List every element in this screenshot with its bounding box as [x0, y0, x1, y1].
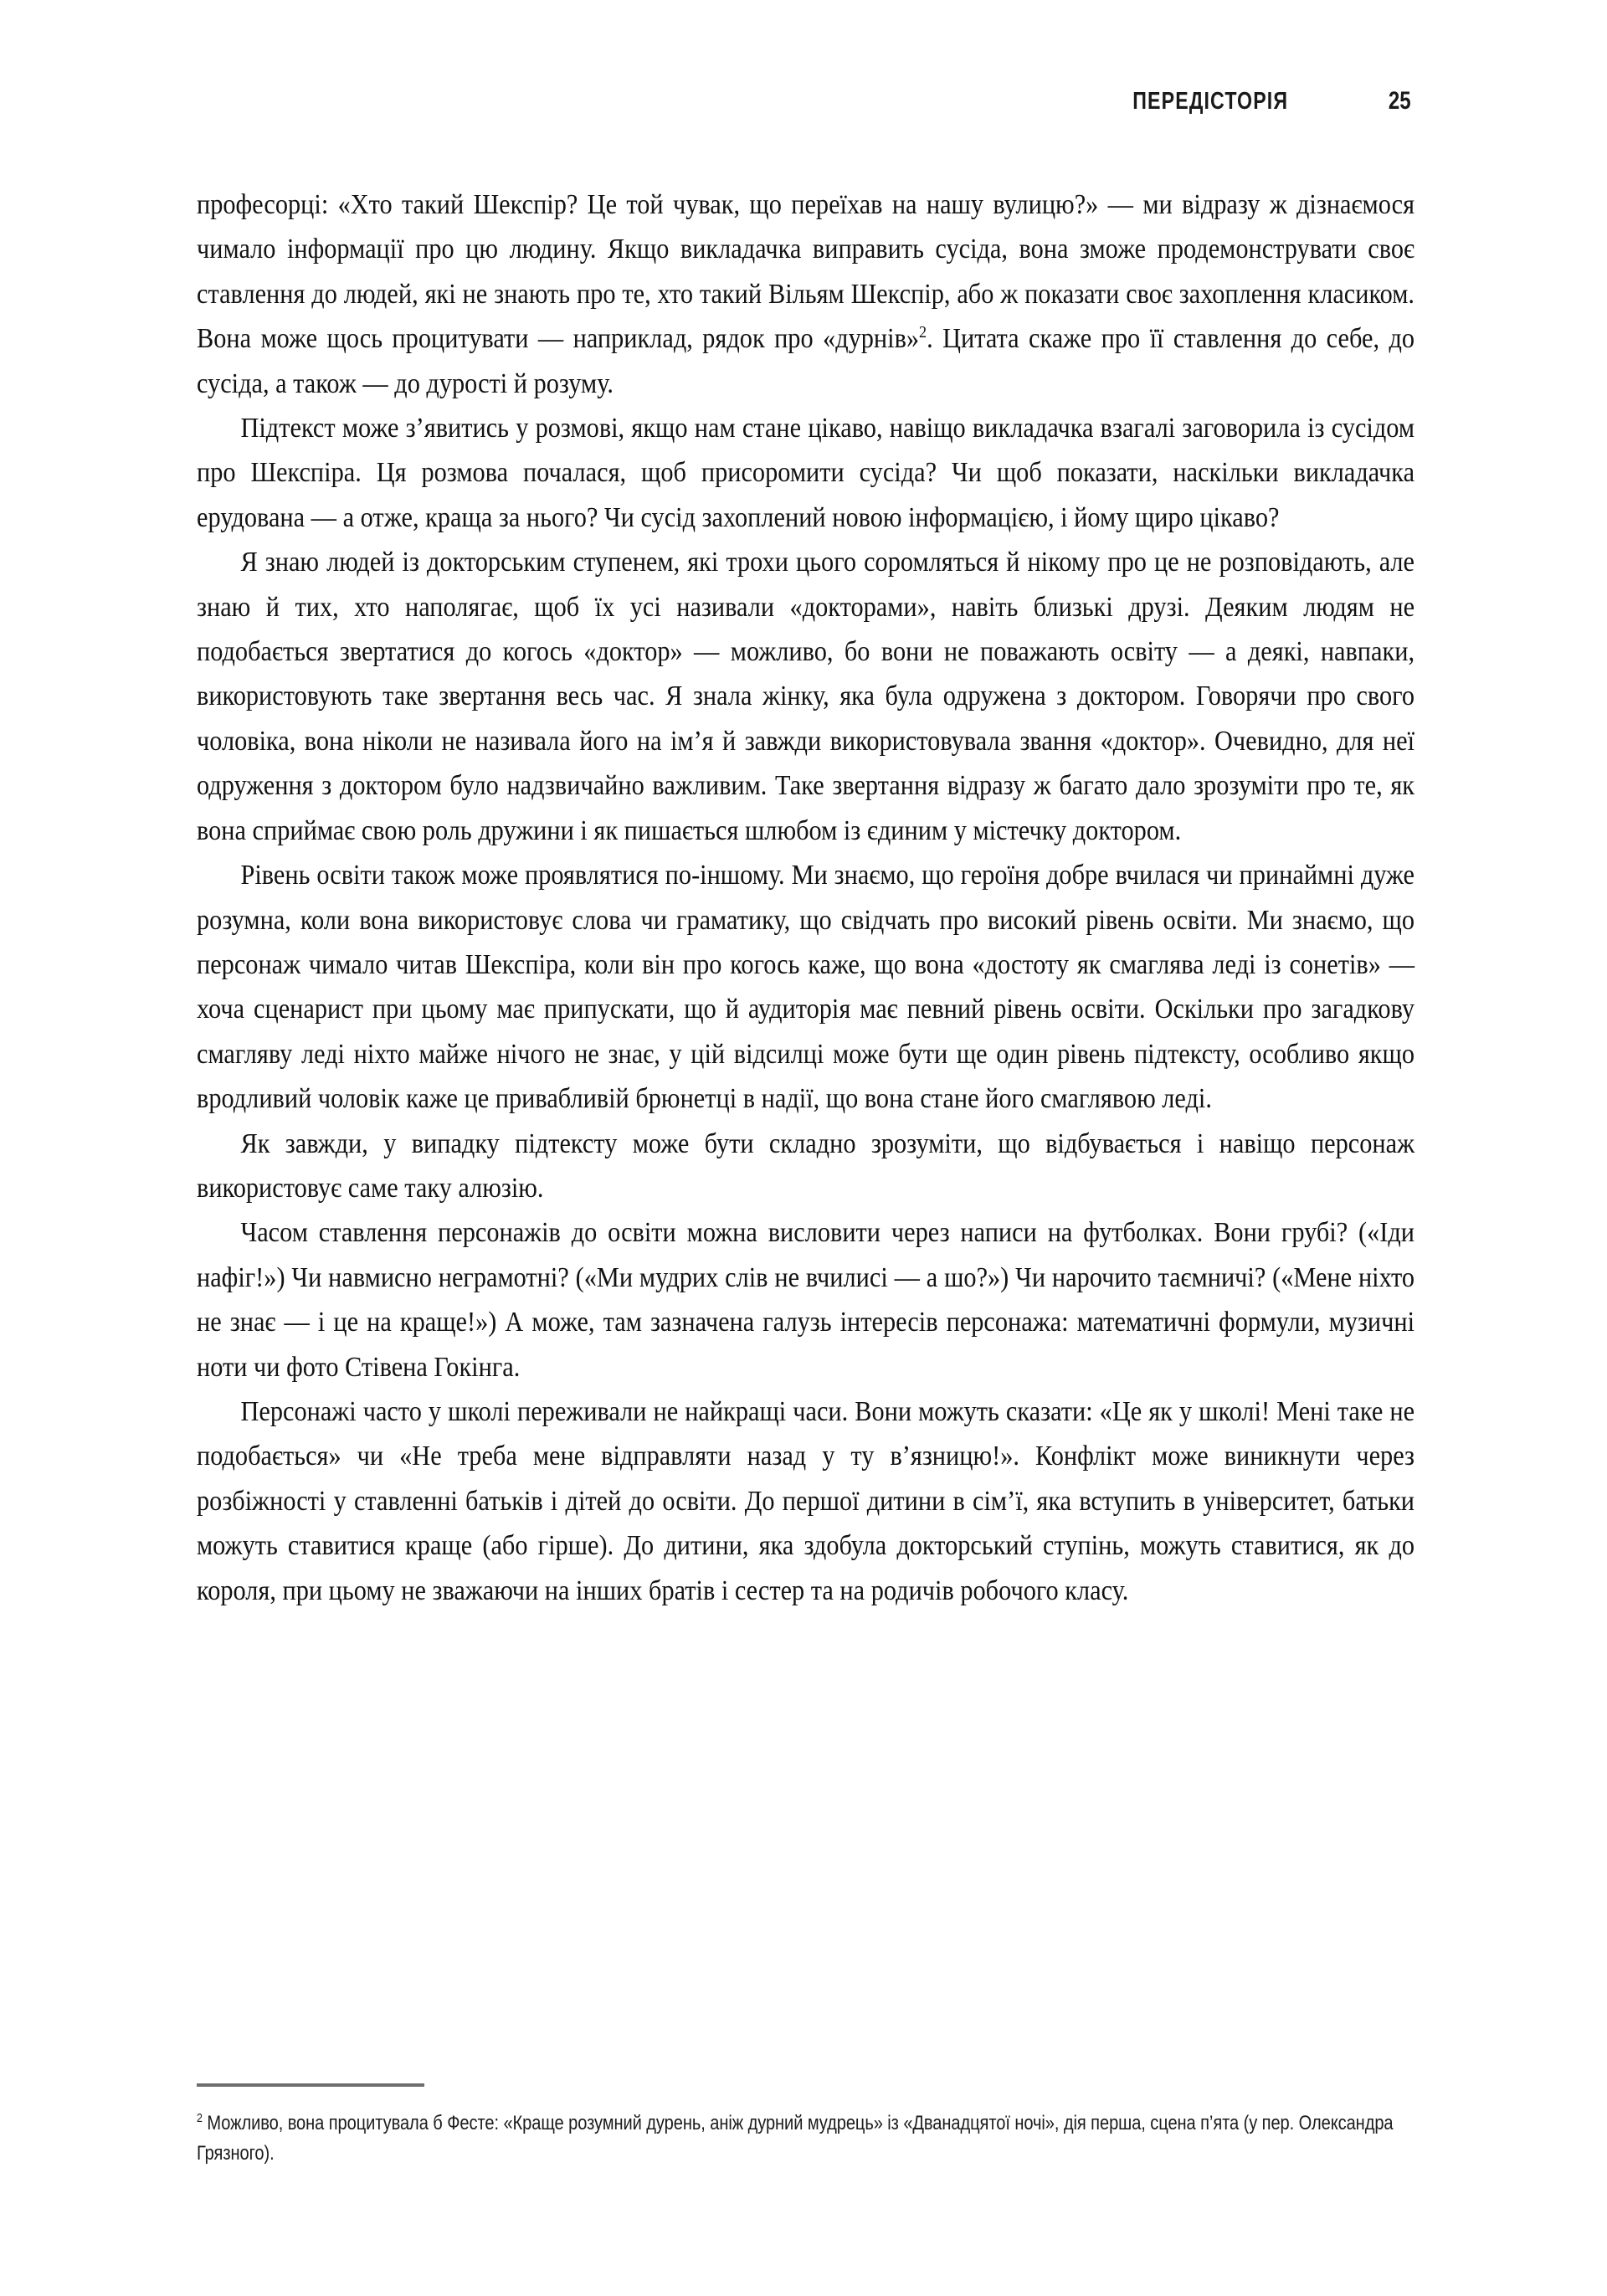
running-head-chapter-title: ПЕРЕДІСТОРІЯ [1132, 88, 1288, 115]
footnote-reference-2[interactable]: 2 [919, 323, 927, 342]
body-text-block [197, 182, 1414, 1613]
paragraph-6: Часом ставлення персонажів до освіти можна висловити через написи на футболках. Вони грубі? («Іди нафіг!») Чи навмисно неграмотні? («Ми мудрих слів не вчилисі — а шо?») Чи нарочито таємничі? («Мене ніхто не знає — і це на краще!») А може, там зазначена галузь інтересів персонажа: математичні формули, музичні ноти чи фото Стівена Гокінга. [197, 1217, 1415, 1383]
paragraph-1 [197, 182, 1414, 406]
paragraph-1-text-after-note: . Цитата скаже про її ставлення до себе, до сусіда, а також — до дурості й розуму. [197, 323, 1415, 399]
paragraph-3: Я знаю людей із докторським ступенем, які трохи цього соромляться й нікому про це не розповідають, але знаю й тих, хто наполягає, щоб їх усі називали «докторами», навіть близькі друзі. Деяким людям не подобається звертатися до когось «доктор» — можливо, бо вони не поважають освіту — а деякі, навпаки, використовують таке звертання весь час. Я знала жінку, яка була одружена з доктором. Говорячи про свого чоловіка, вона ніколи не називала його на ім’я й завжди використовувала звання «доктор». Очевидно, для неї одруження з доктором було надзвичайно важливим. Таке звертання відразу ж багато дало зрозуміти про те, як вона сприймає свою роль дружини і як пишається шлюбом із єдиним у містечку доктором. [197, 547, 1415, 846]
footnote-area [197, 2083, 1414, 2169]
paragraph-1-text-before-note: професорці: «Хто такий Шекспір? Це той чувак, що переїхав на нашу вулицю?» — ми відразу ж дізнаємося чимало інформації про цю людину. Якщо викладачка виправить сусіда, вона зможе продемонструвати своє ставлення до людей, які не знають про те, хто такий Вільям Шекспір, або ж показати своє захоплення класиком. Вона може щось процитувати — наприклад, рядок про «дурнів» [197, 189, 1415, 355]
running-head [197, 87, 1414, 131]
page-number: 25 [1388, 87, 1411, 115]
footnote-body-text: Можливо, вона процитувала б Фесте: «Краще розумний дурень, аніж дурний мудрець» із «Дванадцятої ночі», дія перша, сцена п’ята (у пер. Олександра Грязного). [197, 2112, 1394, 2165]
paragraph-5: Як завжди, у випадку підтексту може бути складно зрозуміти, що відбувається і навіщо персонаж використовує саме таку алюзію. [197, 1127, 1415, 1204]
paragraph-7: Персонажі часто у школі переживали не найкращі часи. Вони можуть сказати: «Це як у школі! Мені таке не подобається» чи «Не треба мене відправляти назад у ту в’язницю!». Конфлікт може виникнути через розбіжності у ставленні батьків і дітей до освіти. До першої дитини в сім’ї, яка вступить в університет, батьки можуть ставитися краще (або гірше). До дитини, яка здобула докторський ступінь, можуть ставитися, як до короля, при цьому не зважаючи на інших братів і сестер та на родичів робочого класу. [197, 1395, 1415, 1606]
footnote-entry [197, 2109, 1415, 2169]
footnote-marker: 2 [197, 2110, 203, 2125]
footnote-separator-rule [197, 2083, 424, 2087]
paragraph-2: Підтекст може з’явитись у розмові, якщо нам стане цікаво, навіщо викладачка взагалі заговорила із сусідом про Шекспіра. Ця розмова почалася, щоб присоромити сусіда? Чи щоб показати, наскільки викладачка ерудована — а отже, краща за нього? Чи сусід захоплений новою інформацією, і йому щиро цікаво? [197, 413, 1415, 533]
paragraph-4: Рівень освіти також може проявлятися по-іншому. Ми знаємо, що героїня добре вчилася чи принаймні дуже розумна, коли вона використовує слова чи граматику, що свідчать про високий рівень освіти. Ми знаємо, що персонаж чимало читав Шекспіра, коли він про когось каже, що вона «достоту як смаглява леді із сонетів» — хоча сценарист при цьому має припускати, що й аудиторія має певний рівень освіти. Оскільки про загадкову смагляву леді ніхто майже нічого не знає, у цій відсилці може бути ще один рівень підтексту, особливо якщо вродливий чоловік каже це привабливій брюнетці в надії, що вона стане його смаглявою леді. [197, 860, 1415, 1115]
